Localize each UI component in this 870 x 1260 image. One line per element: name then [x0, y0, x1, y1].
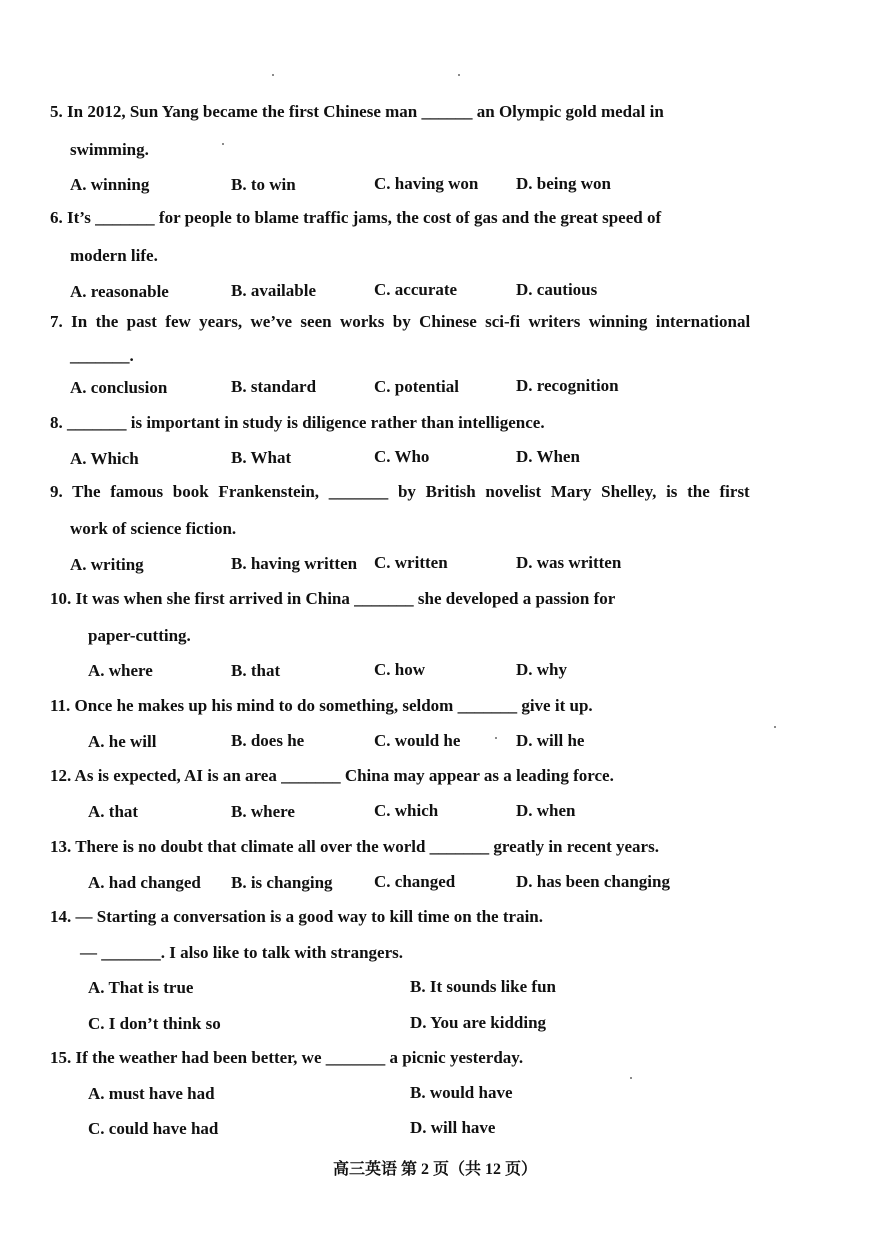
- question-11-option-d: D. will he: [516, 731, 585, 750]
- question-5-option-b: B. to win: [231, 175, 296, 194]
- question-7-option-c: C. potential: [374, 377, 459, 396]
- question-10-stem: 10. It was when she first arrived in China _______ she developed a passion for: [50, 589, 616, 608]
- question-13-option-d: D. has been changing: [516, 872, 670, 891]
- question-8-option-c: C. Who: [374, 447, 430, 466]
- question-5-option-d: D. being won: [516, 174, 611, 193]
- scan-speck: [222, 143, 224, 145]
- question-10-option-c: C. how: [374, 660, 426, 679]
- question-6-option-c: C. accurate: [374, 280, 458, 299]
- question-5-stem: 5. In 2012, Sun Yang became the first Chinese man ______ an Olympic gold medal in: [50, 102, 664, 121]
- question-10-option-b: B. that: [231, 661, 281, 680]
- question-10-option-d: D. why: [516, 660, 568, 679]
- scan-speck: [495, 737, 497, 739]
- question-12-option-a: A. that: [88, 802, 139, 821]
- question-7-option-b: B. standard: [231, 377, 317, 396]
- question-5-continuation: swimming.: [70, 140, 149, 159]
- question-9-option-a: A. writing: [70, 555, 144, 574]
- question-10-continuation: paper-cutting.: [88, 626, 191, 645]
- page-footer: 高三英语 第 2 页（共 12 页）: [332, 1161, 537, 1178]
- question-5-option-a: A. winning: [70, 175, 150, 194]
- question-7-option-a: A. conclusion: [70, 378, 168, 397]
- question-8-stem: 8. _______ is important in study is diligence rather than intelligence.: [50, 413, 545, 432]
- question-15-option-d: D. will have: [410, 1118, 496, 1137]
- question-15-option-c: C. could have had: [88, 1119, 219, 1138]
- question-11-option-b: B. does he: [231, 731, 305, 750]
- question-12-option-b: B. where: [231, 802, 295, 821]
- question-11-stem: 11. Once he makes up his mind to do something, seldom _______ give it up.: [50, 696, 593, 715]
- question-8-option-d: D. When: [516, 447, 580, 466]
- question-9-stem: 9. The famous book Frankenstein, _______ by British novelist Mary Shelley, is the first: [50, 482, 750, 501]
- question-15-option-a: A. must have had: [88, 1084, 215, 1103]
- scan-speck: [630, 1077, 632, 1079]
- question-14-stem: 14. — Starting a conversation is a good way to kill time on the train.: [50, 907, 543, 926]
- question-7-option-d: D. recognition: [516, 376, 619, 395]
- question-7-stem: 7. In the past few years, we’ve seen works by Chinese sci-fi writers winning international: [50, 312, 751, 331]
- question-13-option-a: A. had changed: [88, 873, 201, 892]
- question-13-option-c: C. changed: [374, 872, 456, 891]
- question-8-option-a: A. Which: [70, 449, 139, 468]
- question-6-option-d: D. cautious: [516, 280, 598, 299]
- question-6-option-b: B. available: [231, 281, 317, 300]
- question-12-option-c: C. which: [374, 801, 439, 820]
- scan-speck: [458, 74, 460, 76]
- question-12-stem: 12. As is expected, AI is an area _______ China may appear as a leading force.: [50, 766, 614, 785]
- question-5-option-c: C. having won: [374, 174, 479, 193]
- question-10-option-a: A. where: [88, 661, 153, 680]
- question-9-option-d: D. was written: [516, 553, 622, 572]
- question-14-option-d: D. You are kidding: [410, 1013, 547, 1032]
- question-6-stem: 6. It’s _______ for people to blame traffic jams, the cost of gas and the great speed of: [50, 208, 662, 227]
- question-9-continuation: work of science fiction.: [70, 519, 237, 538]
- question-14-option-c: C. I don’t think so: [88, 1014, 221, 1033]
- question-13-option-b: B. is changing: [231, 873, 333, 892]
- question-11-option-c: C. would he: [374, 731, 461, 750]
- scan-speck: [774, 726, 776, 728]
- question-14-continuation: — _______. I also like to talk with strangers.: [80, 943, 403, 962]
- question-15-option-b: B. would have: [410, 1083, 513, 1102]
- question-11-option-a: A. he will: [88, 732, 157, 751]
- question-9-option-c: C. written: [374, 553, 448, 572]
- question-12-option-d: D. when: [516, 801, 576, 820]
- question-14-option-b: B. It sounds like fun: [410, 977, 556, 996]
- question-6-option-a: A. reasonable: [70, 282, 169, 301]
- question-8-option-b: B. What: [231, 448, 292, 467]
- scan-speck: [272, 74, 274, 76]
- question-15-stem: 15. If the weather had been better, we _______ a picnic yesterday.: [50, 1048, 524, 1067]
- question-6-continuation: modern life.: [70, 246, 158, 265]
- question-14-option-a: A. That is true: [88, 978, 194, 997]
- question-13-stem: 13. There is no doubt that climate all over the world _______ greatly in recent years.: [50, 837, 659, 856]
- question-9-option-b: B. having written: [231, 554, 358, 573]
- question-7-continuation: _______.: [70, 346, 134, 365]
